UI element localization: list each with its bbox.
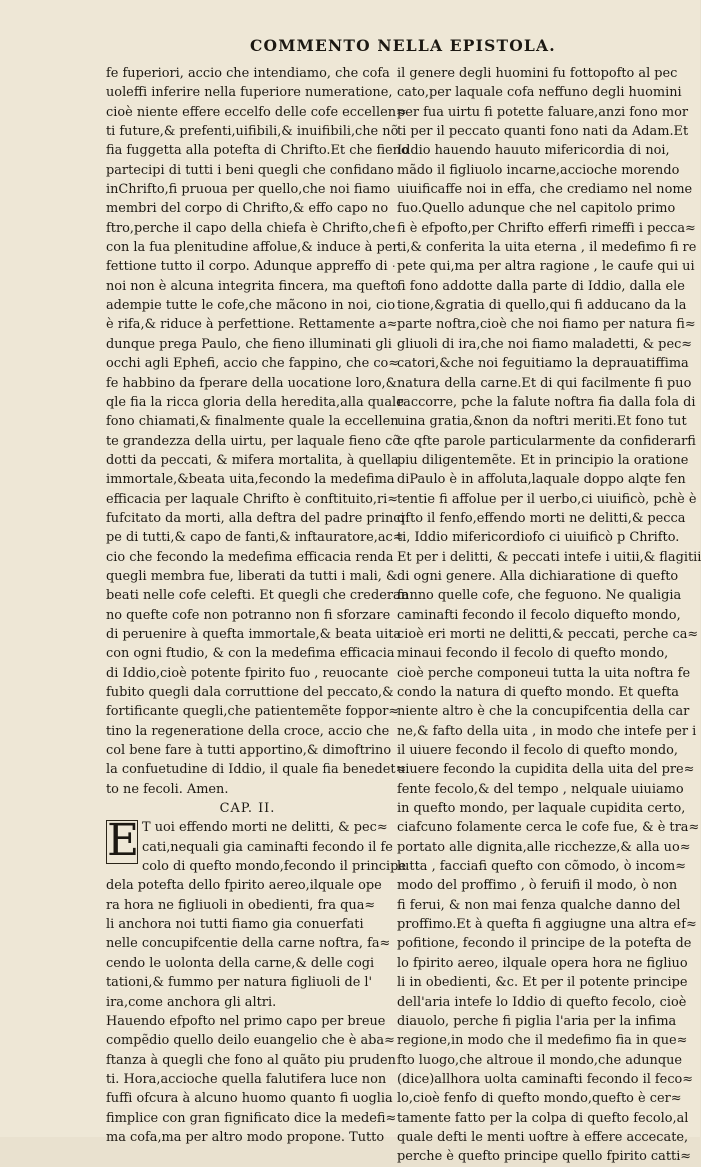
text-line: dotti da peccati, & mifera mortalita, à quella bbox=[106, 452, 399, 468]
text-line: modo del proffimo , ò feruifi il modo, ò non bbox=[397, 878, 678, 894]
text-line: in quefto mondo, per laquale cupidita certo, bbox=[397, 801, 686, 817]
text-line: li anchora noi tutti fiamo gia conuerfati bbox=[106, 917, 364, 933]
text-line: pofitione, fecondo il principe de la potefta de bbox=[397, 936, 692, 952]
text-line: minaui fecondo il fecolo di quefto mondo, bbox=[397, 646, 669, 662]
text-line: uiuificaffe noi in effa, che crediamo nel nome bbox=[397, 182, 693, 198]
text-line: fente fecolo,& del tempo , nelquale uiuiamo bbox=[397, 781, 684, 797]
text-line: no quefte cofe non potranno non fi sforzare bbox=[106, 607, 391, 623]
text-line: ti,& conferita la uita eterna , il medefimo fi re bbox=[397, 240, 697, 256]
text-line: ti per il peccato quanti fono nati da Adam.Et bbox=[397, 124, 689, 140]
text-line: fuffi ofcura à alcuno huomo quanto fi uoglia bbox=[106, 1091, 393, 1107]
text-line: natura della carne.Et di qui facilmente fi puo bbox=[397, 375, 692, 391]
text-line: cioè niente effere eccelfo delle cofe eccellen≈ bbox=[106, 104, 407, 120]
text-line: di Iddio,cioè potente fpirito fuo , reuocante bbox=[106, 665, 389, 681]
text-line: colo di quefto mondo,fecondo il principe bbox=[142, 859, 407, 875]
text-line: col bene fare à tutti apportino,& dimoftrino bbox=[106, 743, 392, 759]
text-line: tino la regeneratione della croce, accio che bbox=[106, 723, 390, 739]
text-line: fettione tutto il corpo. Adunque appreffo di bbox=[106, 259, 388, 275]
text-line: inChrifto,fi pruoua per quello,che noi fiamo bbox=[106, 182, 391, 198]
right-column-text bbox=[397, 64, 701, 1167]
text-line: raccorre, pche la falute noftra fia dalla fola di bbox=[397, 394, 696, 410]
text-line: qle fia la ricca gloria della heredita,alla quale bbox=[106, 394, 404, 410]
text-line: ne,& fafto della uita , in modo che intefe per i bbox=[397, 723, 697, 739]
text-line: cendo le uolonta della carne,& delle cogi bbox=[106, 955, 375, 971]
text-line: ra hora ne figliuoli in obedienti, fra qua≈ bbox=[106, 897, 376, 913]
text-line: uoleffi inferire nella fuperiore numeratione, bbox=[106, 85, 393, 101]
text-line: adempie tutte le cofe,che mãcono in noi, cio bbox=[106, 298, 396, 314]
text-line: Et per i delitti, & peccati intefe i uitii,& flagitii bbox=[397, 549, 701, 565]
text-line: portato alle dignita,alle ricchezze,& alla uo≈ bbox=[397, 839, 691, 855]
text-line: dell'aria intefe lo Iddio di quefto fecolo, cioè bbox=[397, 994, 687, 1010]
text-line: fimplice con gran fignificato dice la medefi≈ bbox=[106, 1110, 397, 1126]
text-line: ti, Iddio mifericordiofo ci uiuificò p Chrifto. bbox=[397, 530, 680, 546]
text-line: ti. Hora,accioche quella falutifera luce non bbox=[106, 1071, 387, 1087]
text-line: quegli membra fue, liberati da tutti i mali, & bbox=[106, 568, 398, 584]
text-line: la confuetudine di Iddio, il quale fia benedet≈ bbox=[106, 762, 407, 778]
text-line: condo la natura di quefto mondo. Et quefta bbox=[397, 685, 679, 700]
text-line: tentie fi affolue per il uerbo,ci uiuificò, pchè è bbox=[397, 491, 697, 507]
text-line: Hauendo efpofto nel primo capo per breue bbox=[106, 1013, 386, 1029]
left-column bbox=[106, 64, 409, 1147]
column-separator-mark: · bbox=[392, 260, 396, 273]
text-line: il uiuere fecondo il fecolo di quefto mondo, bbox=[397, 743, 678, 759]
drop-cap: E bbox=[107, 815, 140, 867]
text-line: per fua uirtu fi potette faluare,anzi fono mor bbox=[397, 104, 689, 120]
text-line: fortificante quegli,che patientemẽte foppor≈ bbox=[106, 704, 400, 720]
text-line: partecipi di tutti i beni quegli che confidano bbox=[106, 162, 394, 178]
text-line: fuo.Quello adunque che nel capitolo primo bbox=[397, 201, 676, 217]
text-line: te qfte parole particularmente da confiderarfi bbox=[397, 433, 696, 449]
text-line: ftro,perche il capo della chiefa è Chrifto,che bbox=[106, 220, 396, 236]
chapter-opening bbox=[106, 815, 407, 1147]
text-line: ciafcuno folamente cerca le cofe fue, & è tra≈ bbox=[397, 820, 700, 836]
text-line: fubito quegli dala corruttione del peccato,& bbox=[106, 685, 394, 700]
text-line: diPaulo è in affoluta,laquale doppo alqte fen bbox=[397, 472, 686, 488]
text-line: fe habbino da fperare della uocatione loro,& bbox=[106, 375, 398, 391]
text-line: con la fua plenitudine affolue,& induce à per bbox=[106, 240, 399, 256]
text-line: fono chiamati,& finalmente quale la eccellen bbox=[106, 414, 399, 430]
text-line: beati nelle cofe celefti. Et quegli che crederan bbox=[106, 588, 409, 604]
text-line: qfto il fenfo,effendo morti ne delitti,& pecca bbox=[397, 510, 686, 526]
text-line: gliuoli di ira,che noi fiamo maladetti, & pec≈ bbox=[397, 336, 693, 352]
text-line: membri del corpo di Chrifto,& effo capo no bbox=[106, 201, 389, 217]
text-line: quale defti le menti uoftre à effere accecate, bbox=[397, 1129, 689, 1145]
text-line: ma cofa,ma per altro modo propone. Tutto bbox=[106, 1129, 385, 1145]
text-line: di ogni genere. Alla dichiaratione di quefto bbox=[397, 568, 679, 584]
text-line: lutta , facciafi quefto con cõmodo, ò incom≈ bbox=[397, 859, 686, 875]
text-line: nelle concupifcentie della carne noftra, fa≈ bbox=[106, 936, 391, 952]
text-line: fto luogo,che altroue il mondo,che adunque bbox=[397, 1052, 683, 1068]
text-line: occhi agli Ephefi, accio che fappino, che co≈ bbox=[106, 356, 400, 372]
text-line: cio che fecondo la medefima efficacia renda bbox=[106, 549, 394, 565]
text-line: pete qui,ma per altra ragione , le caufe qui ui bbox=[397, 259, 695, 275]
text-line: di peruenire à quefta immortale,& beata uita bbox=[106, 626, 402, 642]
text-line: mãdo il figliuolo incarne,accioche morendo bbox=[397, 162, 680, 178]
running-header: COMMENTO NELLA EPISTOLA. bbox=[250, 36, 556, 55]
text-line: il genere degli huomini fu fottopofto al pec bbox=[397, 66, 678, 81]
text-line: piu diligentemẽte. Et in principio la oratione bbox=[397, 452, 689, 468]
text-line: dela potefta dello fpirito aereo,ilquale ope bbox=[106, 878, 382, 894]
text-line: fi ferui, & non mai fenza qualche danno del bbox=[397, 897, 681, 913]
text-line: fia fuggetta alla potefta di Chrifto.Et che fieno bbox=[106, 143, 409, 159]
right-column bbox=[397, 64, 701, 1167]
text-line: lo fpirito aereo, ilquale opera hora ne figliuo bbox=[397, 955, 688, 971]
text-line: ftanza à quegli che fono al quãto piu pruden bbox=[106, 1052, 396, 1068]
text-line: uiuere fecondo la cupidita della uita del pre≈ bbox=[397, 762, 695, 778]
text-line: li in obedienti, &c. Et per il potente principe bbox=[397, 975, 688, 991]
text-line: immortale,&beata uita,fecondo la medefima bbox=[106, 472, 395, 488]
chapter-heading: CAP. II. bbox=[219, 801, 276, 817]
text-line: pe di tutti,& capo de fanti,& inftauratore,ac≈ bbox=[106, 530, 404, 546]
text-line: ti future,& prefenti,uifibili,& inuifibili,che nõ bbox=[106, 124, 399, 140]
text-line: catori,&che noi feguitiamo la deprauatiffima bbox=[397, 356, 689, 372]
text-line: diauolo, perche fi piglia l'aria per la infima bbox=[397, 1013, 677, 1029]
text-line: compẽdio quello deilo euangelio che è aba≈ bbox=[106, 1033, 395, 1049]
text-line: lo,cioè fenfo di quefto mondo,quefto è cer≈ bbox=[397, 1091, 682, 1107]
text-line: cati,nequali gia caminafti fecondo il fe bbox=[142, 839, 393, 855]
text-line: fi è efpofto,per Chrifto efferfi rimeffi i pecca≈ bbox=[397, 220, 696, 236]
text-line: fi fono addotte dalla parte di Iddio, dalla ele bbox=[397, 278, 685, 294]
text-line: noi non è alcuna integrita fincera, ma quefto bbox=[106, 278, 399, 294]
text-line: T uoi effendo morti ne delitti, & pec≈ bbox=[142, 820, 388, 836]
text-line: caminafti fecondo il fecolo diquefto mondo, bbox=[397, 607, 681, 623]
text-line: ira,come anchora gli altri. bbox=[106, 994, 277, 1010]
text-line: tione,&gratia di quello,qui fi adducano da la bbox=[397, 298, 687, 314]
text-line: efficacia per laquale Chrifto è conftituito,ri≈ bbox=[106, 491, 399, 507]
text-line: regione,in modo che il medefimo fia in que≈ bbox=[397, 1033, 688, 1049]
text-line: to ne fecoli. Amen. bbox=[106, 781, 229, 797]
text-line: parte noftra,cioè che noi fiamo per natura fi≈ bbox=[397, 317, 696, 333]
text-line: fufcitato da morti, alla deftra del padre princi bbox=[106, 510, 405, 526]
text-line: (dice)allhora uolta caminafti fecondo il feco≈ bbox=[397, 1071, 694, 1087]
text-line: tationi,& fummo per natura figliuoli de l' bbox=[106, 975, 373, 991]
text-line: niente altro è che la concupifcentia della car bbox=[397, 704, 690, 720]
text-line: con ogni ftudio, & con la medefima efficacia bbox=[106, 646, 395, 662]
text-line: fe fuperiori, accio che intendiamo, che cofa bbox=[106, 66, 390, 81]
left-column-text-part1 bbox=[106, 64, 409, 799]
text-line: dunque prega Paulo, che fieno illuminati gli bbox=[106, 336, 392, 352]
text-line: è rifa,& riduce à perfettione. Rettamente a≈ bbox=[106, 317, 398, 333]
text-line: cioè eri morti ne delitti,& peccati, perche ca≈ bbox=[397, 626, 699, 642]
text-line: cato,per laquale cofa neffuno degli huomini bbox=[397, 85, 682, 101]
text-line: perche è quefto principe quello fpirito catti≈ bbox=[397, 1149, 692, 1165]
text-line: te grandezza della uirtu, per laquale fieno cõ bbox=[106, 433, 401, 449]
left-column-text-part2 bbox=[106, 815, 407, 1147]
text-line: Iddio hauendo hauuto mifericordia di noi, bbox=[397, 143, 670, 159]
text-line: cioè perche componeui tutta la uita noftra fe bbox=[397, 665, 691, 681]
text-line: uina gratia,&non da noftri meriti.Et fono tut bbox=[397, 414, 687, 430]
text-line: tamente fatto per la colpa di quefto fecolo,al bbox=[397, 1110, 689, 1126]
text-line: proffimo.Et à quefta fi aggiugne una altra ef≈ bbox=[397, 917, 697, 933]
text-line: fanno quelle cofe, che feguono. Ne qualigia bbox=[397, 588, 682, 604]
